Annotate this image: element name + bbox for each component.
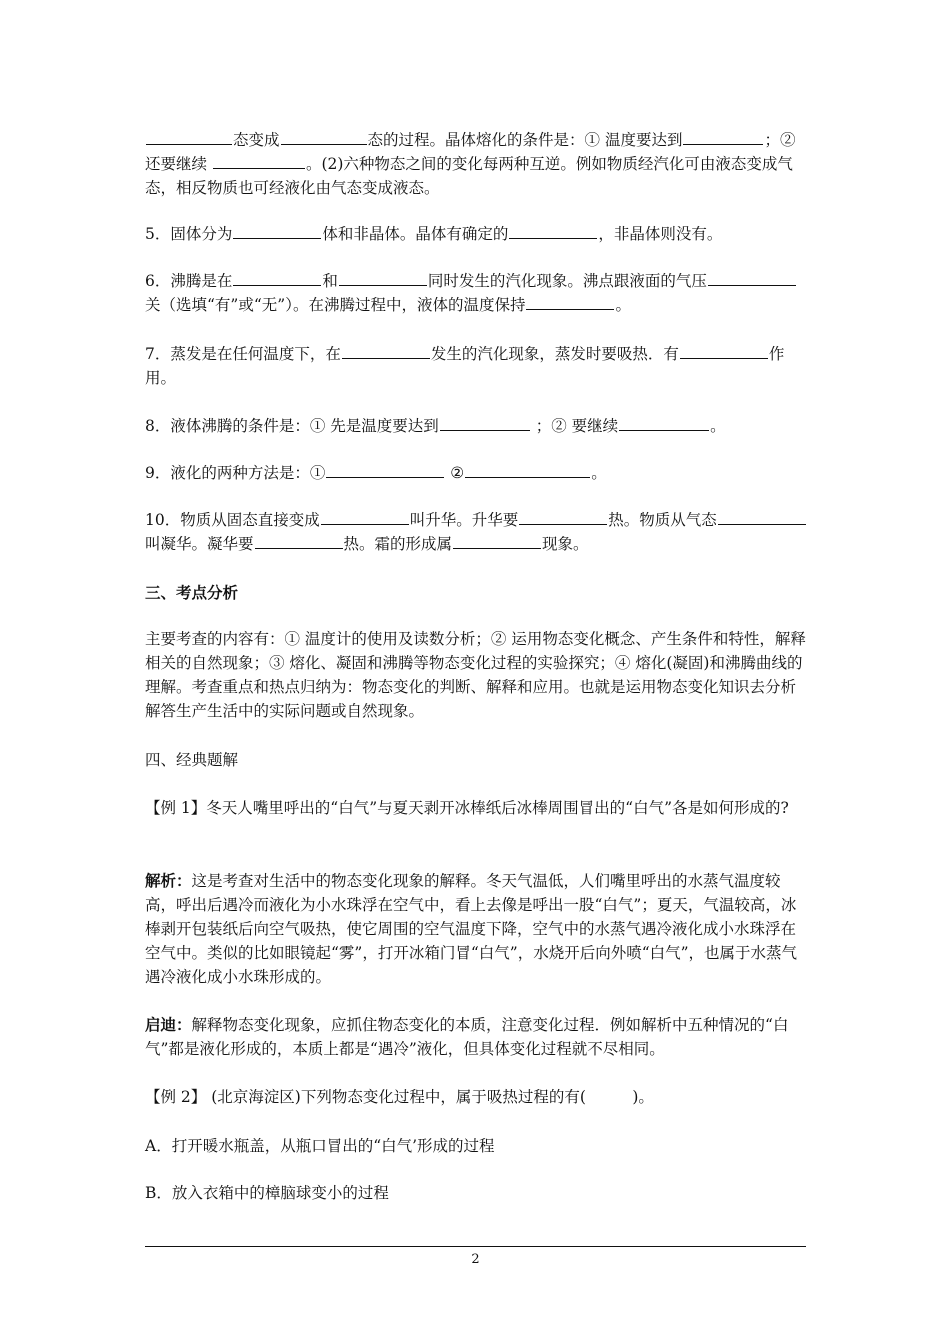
fill-blank — [519, 508, 607, 525]
item-9-paragraph: 9．液化的两种方法是：① ② 。 — [145, 461, 809, 485]
section-3-heading: 三、考点分析 — [145, 583, 239, 602]
fill-blank — [619, 414, 709, 431]
item-8-paragraph: 8．液体沸腾的条件是：① 先是温度要达到 ；② 要继续 。 — [145, 414, 809, 438]
fill-blank — [233, 222, 321, 239]
item-7-paragraph: 7．蒸发是在任何温度下，在 发生的汽化现象，蒸发时要吸热．有 作用。 — [145, 342, 809, 390]
item-6-paragraph: 6．沸腾是在 和 同时发生的汽化现象。沸点跟液面的气压关（选填“有”或“无”）。在沸腾过程中，液体的温度保持 。 — [145, 269, 809, 317]
fill-blank — [213, 152, 305, 169]
footer-divider — [145, 1246, 806, 1247]
example-1-label: 【例 1】 — [145, 799, 207, 817]
example-2-option-a: A．打开暖水瓶盖，从瓶口冒出的“白气’形成的过程 — [145, 1137, 495, 1155]
insight-label: 启迪： — [145, 1015, 192, 1034]
section-3-body: 主要考查的内容有：① 温度计的使用及读数分析；② 运用物态变化概念、产生条件和特性，解释相关的自然现象；③ 熔化、凝固和沸腾等物态变化过程的实验探究；④ 熔化(凝固)和沸腾曲线的理解。考查重点和热点归纳为：物态变化的判断、解释和应用。也就是运用物态变化知识去分析解答生产生活中的实际问题或自然现象。 — [145, 630, 806, 720]
example-1-question: 【例 1】冬天人嘴里呼出的“白气”与夏天剥开冰棒纸后冰棒周围冒出的“白气”各是如何形成的? — [145, 799, 789, 817]
fill-blank — [453, 532, 541, 549]
fill-blank — [708, 269, 796, 286]
fill-blank — [281, 128, 367, 145]
page-number: 2 — [471, 1252, 480, 1267]
section-4-heading: 四、经典题解 — [145, 751, 239, 769]
example-1-analysis: 解析：这是考查对生活中的物态变化现象的解释。冬天气温低，人们嘴里呼出的水蒸气温度较高，呼出后遇冷而液化为小水珠浮在空气中，看上去像是呼出一股“白气”；夏天，气温较高，冰棒剥开包装纸后向空气吸热，使它周围的空气温度下降，空气中的水蒸气遇冷液化成小水珠浮在空气中。类似的比如眼镜起“雾”，打开冰箱门冒“白气”，水烧开后向外喷“白气”，也属于水蒸气遇冷液化成小水珠形成的。 — [145, 871, 798, 986]
fill-blank — [683, 128, 763, 145]
fill-blank — [321, 508, 409, 525]
fill-blank — [680, 342, 768, 359]
fill-blank — [440, 414, 530, 431]
fill-blank — [255, 532, 343, 549]
example-2-question: 【例 2】 (北京海淀区)下列物态变化过程中，属于吸热过程的有( )。 — [145, 1088, 654, 1106]
fill-blank — [509, 222, 597, 239]
item-5-paragraph: 5．固体分为 体和非晶体。晶体有确定的 ，非晶体则没有。 — [145, 222, 809, 246]
fill-blank — [526, 293, 614, 310]
example-2-option-b: B．放入衣箱中的樟脑球变小的过程 — [145, 1184, 389, 1202]
item-10-paragraph: 10．物质从固态直接变成 叫升华。升华要 热。物质从气态叫凝华。凝华要 热。霜的形成属 现象。 — [145, 508, 809, 556]
example-2-label: 【例 2】 — [145, 1088, 207, 1106]
fill-blank — [465, 461, 590, 478]
fill-blank — [233, 269, 321, 286]
analysis-label: 解析： — [145, 871, 192, 890]
example-1-insight: 启迪：解释物态变化现象，应抓住物态变化的本质，注意变化过程．例如解析中五种情况的“白气”都是液化形成的，本质上都是“遇冷”液化，但具体变化过程就不尽相同。 — [145, 1015, 789, 1058]
fill-blank — [146, 128, 232, 145]
fill-blank — [342, 342, 430, 359]
item-4-paragraph: 态变成 态的过程。晶体熔化的条件是：① 温度要达到 ；② 还要继续 。(2)六种物态之间的变化每两种互逆。例如物质经汽化可由液态变成气态，相反物质也可经液化由气态变成液态。 — [145, 128, 809, 200]
fill-blank — [339, 269, 427, 286]
fill-blank — [326, 461, 444, 478]
fill-blank — [718, 508, 806, 525]
